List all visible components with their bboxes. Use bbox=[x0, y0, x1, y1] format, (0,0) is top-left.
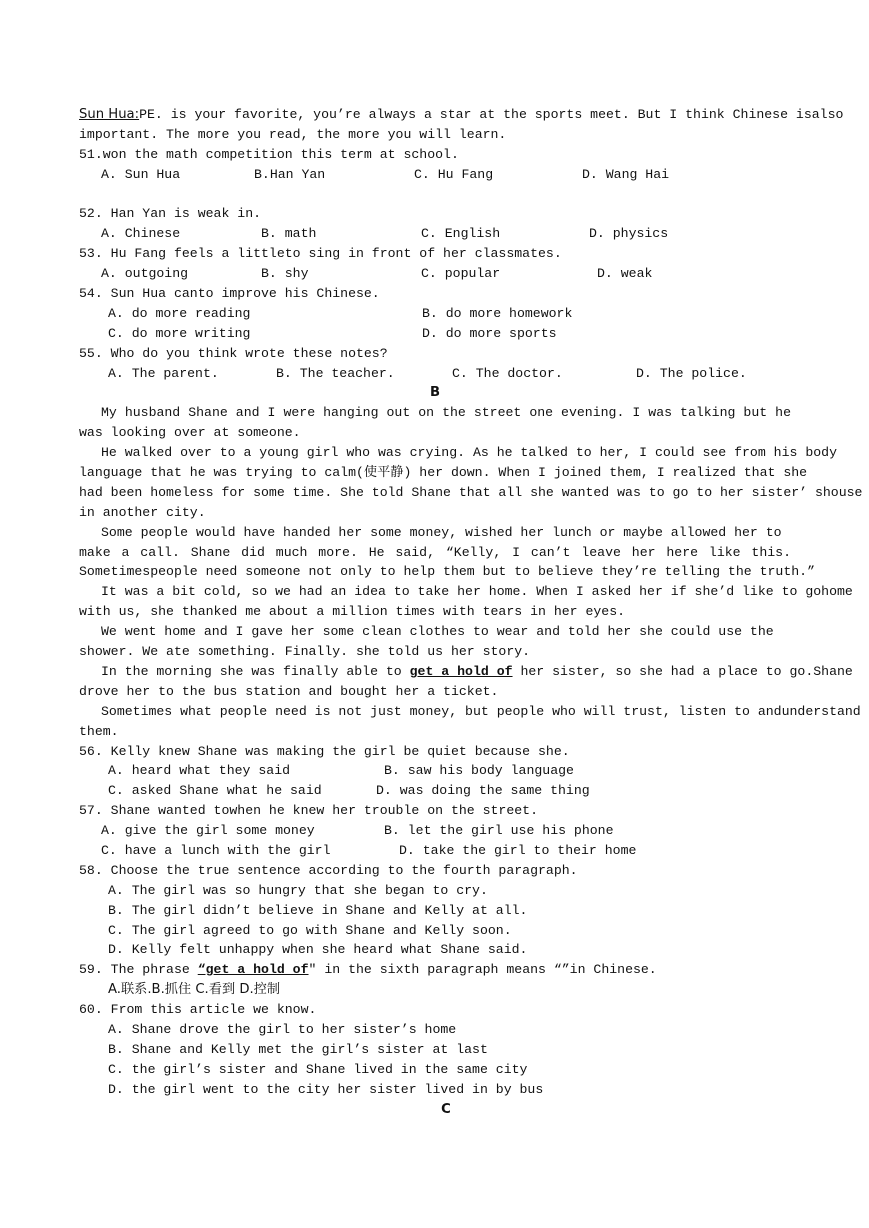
option-d: D. The police. bbox=[636, 365, 747, 381]
passage-text: In the morning she was finally able to bbox=[101, 663, 410, 679]
question-60-option-a: A. Shane drove the girl to her sister’s home bbox=[108, 1021, 457, 1037]
question-59-stem bbox=[79, 960, 791, 980]
passage-p2-line-3: had been homeless for some time. She told Shane that all she wanted was to go to her sister’ shouse bbox=[79, 484, 863, 500]
speaker-label: Sun Hua: bbox=[79, 107, 140, 122]
option-b: B. do more homework bbox=[422, 305, 573, 321]
option-a: A. heard what they said bbox=[108, 763, 291, 779]
question-58-option-b: B. The girl didn’t believe in Shane and Kelly at all. bbox=[108, 902, 528, 918]
option-a: A. give the girl some money bbox=[101, 823, 315, 839]
question-54-options-row-1 bbox=[79, 304, 791, 324]
question-51-options bbox=[79, 165, 791, 185]
question-60-option-d: D. the girl went to the city her sister lived in by bus bbox=[108, 1081, 544, 1097]
note-text: PE. is your favorite, you’re always a star at the sports meet. But I think Chinese isalso bbox=[139, 107, 844, 122]
question-54-options-row-2 bbox=[79, 324, 791, 344]
question-53-options bbox=[79, 264, 791, 284]
option-d: D. physics bbox=[589, 226, 669, 242]
question-text: ″ in the sixth paragraph means “”in Chinese. bbox=[308, 962, 657, 978]
passage-p3-line-3: Sometimespeople need someone not only to help them but to believe they’re telling the truth.” bbox=[79, 564, 815, 580]
question-56-options-row-1 bbox=[79, 761, 791, 781]
option-a: A. The parent. bbox=[108, 365, 219, 381]
passage-p5-line-2: shower. We ate something. Finally. she told us her story. bbox=[79, 644, 531, 660]
passage-p1-line-2: was looking over at someone. bbox=[79, 425, 301, 441]
question-58-stem: 58. Choose the true sentence according to the fourth paragraph. bbox=[79, 862, 578, 878]
passage-text: her sister, so she had a place to go.Shane bbox=[512, 663, 853, 679]
question-56-stem: 56. Kelly knew Shane was making the girl be quiet because she. bbox=[79, 743, 570, 759]
option-b: B.Han Yan bbox=[254, 166, 326, 182]
passage-p4-line-2: with us, she thanked me about a million times with tears in her eyes. bbox=[79, 604, 626, 620]
question-55-options bbox=[79, 364, 791, 384]
passage-p2-line-2: language that he was trying to calm(使平静) her down. When I joined them, I realized that she bbox=[79, 465, 808, 481]
question-text: 59. The phrase bbox=[79, 962, 198, 978]
question-58-option-d: D. Kelly felt unhappy when she heard what Shane said. bbox=[108, 942, 528, 958]
passage-p2-line-1: He walked over to a young girl who was crying. As he talked to her, I could see from his body bbox=[101, 445, 837, 461]
sun-hua-note-line-2: important. The more you read, the more you will learn. bbox=[79, 126, 507, 142]
question-59-options: A.联系.B.抓住 C.看到 D.控制 bbox=[108, 982, 281, 998]
question-60-option-c: C. the girl’s sister and Shane lived in the same city bbox=[108, 1061, 528, 1077]
passage-p6-line-2: drove her to the bus station and bought her a ticket. bbox=[79, 683, 499, 699]
option-d: D. weak bbox=[597, 266, 653, 282]
question-57-stem: 57. Shane wanted towhen he knew her trouble on the street. bbox=[79, 803, 538, 819]
passage-p7-line-2: them. bbox=[79, 723, 119, 739]
question-52-options bbox=[79, 224, 791, 244]
section-b-heading: B bbox=[429, 385, 441, 401]
option-c: C. popular bbox=[421, 266, 501, 282]
passage-p2-line-4: in another city. bbox=[79, 504, 206, 520]
question-53-stem: 53. Hu Fang feels a littleto sing in front of her classmates. bbox=[79, 246, 562, 262]
option-c: C. asked Shane what he said bbox=[108, 783, 322, 799]
option-c: C. Hu Fang bbox=[414, 166, 494, 182]
option-c: C. English bbox=[421, 226, 501, 242]
option-c: C. do more writing bbox=[108, 325, 251, 341]
highlighted-phrase: get a hold of bbox=[409, 663, 513, 679]
passage-p1-line-1: My husband Shane and I were hanging out on the street one evening. I was talking but he bbox=[101, 405, 791, 421]
option-b: B. shy bbox=[261, 266, 309, 282]
section-c-heading: C bbox=[441, 1101, 451, 1117]
option-b: B. saw his body language bbox=[384, 763, 574, 779]
question-58-option-c: C. The girl agreed to go with Shane and Kelly soon. bbox=[108, 922, 512, 938]
option-a: A. Sun Hua bbox=[101, 166, 181, 182]
option-b: B. The teacher. bbox=[276, 365, 395, 381]
option-d: D. do more sports bbox=[422, 325, 557, 341]
question-55-stem: 55. Who do you think wrote these notes? bbox=[79, 345, 388, 361]
option-c: C. have a lunch with the girl bbox=[101, 842, 331, 858]
question-57-options-row-2 bbox=[79, 841, 791, 861]
question-58-option-a: A. The girl was so hungry that she began to cry. bbox=[108, 882, 488, 898]
passage-p5-line-1: We went home and I gave her some clean clothes to wear and told her she could use the bbox=[101, 624, 774, 640]
option-d: D. was doing the same thing bbox=[376, 783, 590, 799]
option-c: C. The doctor. bbox=[452, 365, 563, 381]
passage-p7-line-1: Sometimes what people need is not just money, but people who will trust, listen to andunderstand bbox=[101, 703, 861, 719]
option-a: A. do more reading bbox=[108, 305, 251, 321]
option-b: B. math bbox=[261, 226, 317, 242]
option-b: B. let the girl use his phone bbox=[384, 823, 614, 839]
spacer bbox=[79, 185, 791, 205]
question-54-stem: 54. Sun Hua canto improve his Chinese. bbox=[79, 286, 380, 302]
highlighted-phrase: “get a hold of bbox=[197, 962, 309, 978]
question-52-stem: 52. Han Yan is weak in. bbox=[79, 206, 262, 222]
question-57-options-row-1 bbox=[79, 821, 791, 841]
passage-p6-line-1 bbox=[79, 662, 853, 682]
question-56-options-row-2 bbox=[79, 781, 791, 801]
passage-p3-line-1: Some people would have handed her some money, wished her lunch or maybe allowed her to bbox=[101, 524, 782, 540]
passage-p3-line-2: make a call. Shane did much more. He said, “Kelly, I can’t leave her here like this. bbox=[79, 544, 791, 560]
option-d: D. Wang Hai bbox=[582, 166, 670, 182]
option-a: A. outgoing bbox=[101, 266, 189, 282]
sun-hua-note-line-1 bbox=[79, 105, 844, 125]
question-51-stem: 51.won the math competition this term at school. bbox=[79, 146, 459, 162]
passage-p4-line-1: It was a bit cold, so we had an idea to take her home. When I asked her if she’d like to gohome bbox=[101, 584, 853, 600]
exam-page bbox=[79, 105, 863, 1119]
question-60-stem: 60. From this article we know. bbox=[79, 1002, 317, 1018]
question-60-option-b: B. Shane and Kelly met the girl’s sister at last bbox=[108, 1041, 488, 1057]
option-d: D. take the girl to their home bbox=[399, 842, 637, 858]
option-a: A. Chinese bbox=[101, 226, 181, 242]
